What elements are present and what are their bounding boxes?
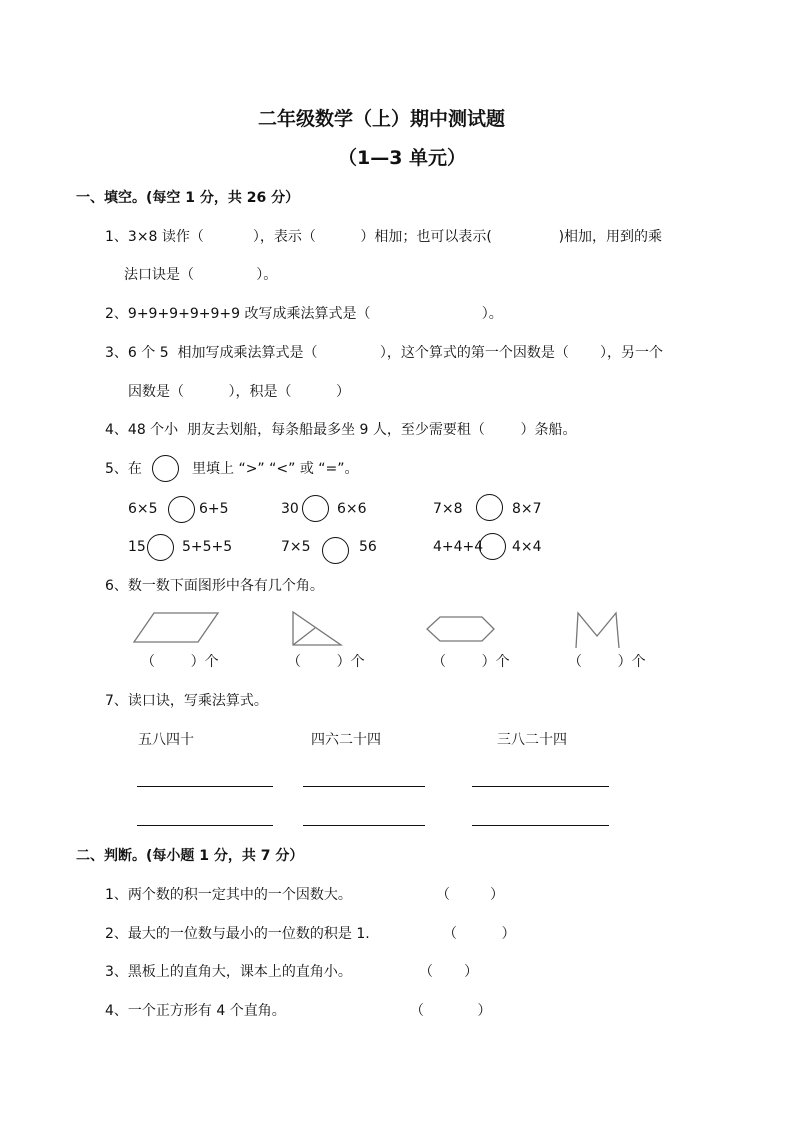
angle-answer-2: （ ）个 — [287, 654, 365, 670]
question-6: 6、数一数下面图形中各有几个角。 — [105, 578, 324, 594]
judge-bracket-2: （ ） — [443, 926, 516, 942]
compare-right-4: 5+5+5 — [182, 539, 233, 555]
question-4: 4、48 个小 朋友去划船，每条船最多坐 9 人，至少需要租（ ）条船。 — [105, 422, 577, 438]
judge-item-3: 3、黑板上的直角大，课本上的直角小。 — [105, 964, 352, 980]
compare-right-1: 6+5 — [199, 501, 229, 517]
answer-line-2a[interactable] — [303, 786, 425, 787]
page-subtitle: （1—3 单元） — [338, 147, 467, 169]
angle-answer-3: （ ）个 — [432, 654, 510, 670]
judge-item-1: 1、两个数的积一定其中的一个因数大。 — [105, 887, 352, 903]
compare-left-3: 7×8 — [433, 501, 463, 517]
judge-bracket-4: （ ） — [410, 1003, 492, 1019]
judge-item-4: 4、一个正方形有 4 个直角。 — [105, 1003, 286, 1019]
judge-item-2: 2、最大的一位数与最小的一位数的积是 1. — [105, 926, 370, 942]
question-1-line2: 法口诀是（ ）。 — [124, 267, 278, 283]
section2-heading: 二、判断。(每小题 1 分，共 7 分） — [76, 848, 304, 864]
answer-line-3a[interactable] — [472, 786, 609, 787]
parallelogram-shape — [130, 610, 220, 645]
question-7: 7、读口诀，写乘法算式。 — [105, 693, 268, 709]
compare-circle-example — [152, 455, 179, 482]
triangle-shape — [288, 608, 346, 648]
compare-circle-5[interactable] — [322, 537, 349, 564]
compare-right-5: 56 — [359, 539, 377, 555]
angle-answer-1: （ ）个 — [141, 654, 219, 670]
compare-circle-6[interactable] — [479, 533, 506, 560]
answer-line-2b[interactable] — [303, 825, 425, 826]
compare-left-1: 6×5 — [128, 501, 158, 517]
answer-line-1a[interactable] — [137, 786, 273, 787]
question-5-suffix: 里填上 “>” “<” 或 “=”。 — [192, 461, 359, 477]
hexagon-shape — [424, 614, 498, 644]
question-3-line1: 3、6 个 5 相加写成乘法算式是（ ），这个算式的第一个因数是（ ），另一个 — [105, 345, 663, 361]
judge-bracket-3: （ ） — [419, 964, 479, 980]
judge-bracket-1: （ ） — [436, 887, 505, 903]
m-shape — [570, 610, 626, 652]
question-3-line2: 因数是（ ），积是（ ） — [128, 384, 351, 400]
compare-right-3: 8×7 — [512, 501, 542, 517]
compare-left-6: 4+4+4 — [433, 539, 484, 555]
compare-right-6: 4×4 — [512, 539, 542, 555]
compare-left-4: 15 — [128, 539, 146, 555]
section1-heading: 一、填空。(每空 1 分，共 26 分） — [76, 190, 300, 206]
compare-circle-1[interactable] — [168, 496, 195, 523]
compare-circle-2[interactable] — [302, 495, 329, 522]
answer-line-1b[interactable] — [137, 825, 273, 826]
rhyme-2: 四六二十四 — [311, 732, 381, 748]
question-2: 2、9+9+9+9+9+9 改写成乘法算式是（ ）。 — [105, 306, 503, 322]
compare-circle-3[interactable] — [476, 494, 503, 521]
page-title: 二年级数学（上）期中测试题 — [258, 108, 506, 130]
answer-line-3b[interactable] — [472, 825, 609, 826]
rhyme-3: 三八二十四 — [497, 732, 567, 748]
compare-left-5: 7×5 — [281, 539, 311, 555]
rhyme-1: 五八四十 — [138, 732, 194, 748]
compare-circle-4[interactable] — [147, 534, 174, 561]
question-1-line1: 1、3×8 读作（ ），表示（ ）相加；也可以表示( )相加，用到的乘 — [105, 229, 663, 245]
compare-right-2: 6×6 — [337, 501, 367, 517]
compare-left-2: 30 — [281, 501, 299, 517]
angle-answer-4: （ ）个 — [568, 654, 646, 670]
question-5-prefix: 5、在 — [105, 461, 142, 477]
